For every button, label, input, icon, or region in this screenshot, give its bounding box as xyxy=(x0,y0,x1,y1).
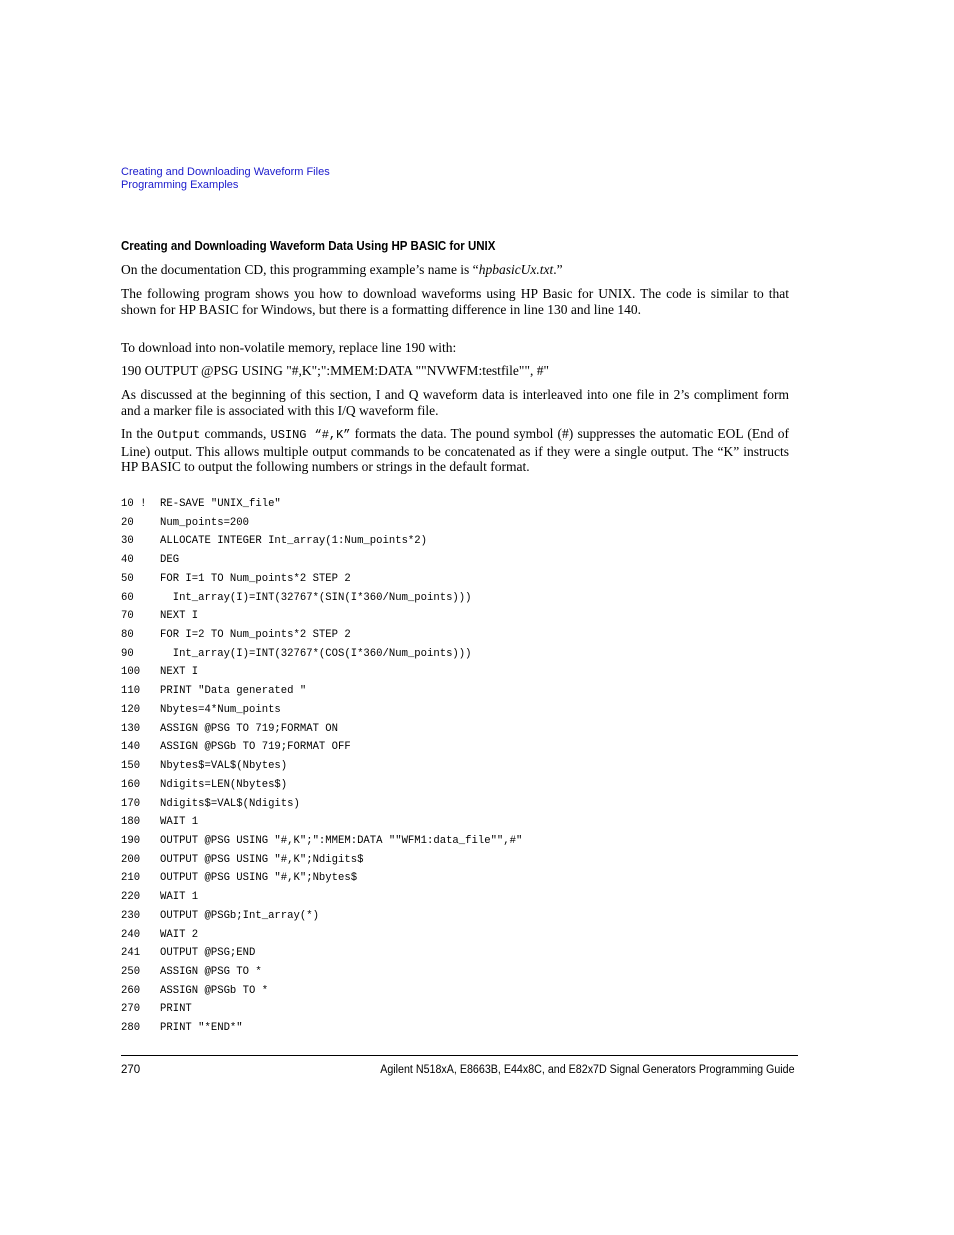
paragraph-text: On the documentation CD, this programming example’s name is “ xyxy=(121,262,479,277)
code-statement: ASSIGN @PSGb TO * xyxy=(160,984,269,997)
paragraph-nonvolatile: To download into non-volatile memory, replace line 190 with: xyxy=(121,340,457,355)
line-number: 80 xyxy=(121,629,134,642)
code-statement: Nbytes=4*Num_points xyxy=(160,703,281,716)
paragraph-text: In the xyxy=(121,426,158,441)
line-number: 230 xyxy=(121,909,141,922)
section-title: Creating and Downloading Waveform Data Using HP BASIC for UNIX xyxy=(121,239,496,253)
line-number: 270 xyxy=(121,1003,141,1016)
code-statement: ALLOCATE INTEGER Int_array(1:Num_points*2) xyxy=(160,535,428,548)
paragraph-interleave: As discussed at the beginning of this section, I and Q waveform data is interleaved into one file in 2’s compliment form and a marker file is associated with this I/Q waveform file. xyxy=(121,387,789,418)
paragraph-using xyxy=(121,426,789,475)
line-number: 170 xyxy=(121,797,141,810)
line-number: 70 xyxy=(121,610,134,623)
code-statement: OUTPUT @PSG;END xyxy=(160,947,256,960)
inline-code: Output xyxy=(157,428,201,442)
paragraph-text: formats the data. The pound symbol (#) suppresses the automatic EOL (End of Line) output. This allows multiple output commands to be concatenated as if they were a single output. The “K” instructs HP BASIC to output the following numbers or strings in the default format. xyxy=(121,426,789,475)
line-number: 60 xyxy=(121,591,134,604)
code-statement: OUTPUT @PSG USING "#,K";":MMEM:DATA ""WFM1:data_file"",#" xyxy=(160,834,523,847)
line-number: 40 xyxy=(121,554,134,567)
line-number: 250 xyxy=(121,965,141,978)
running-header xyxy=(121,166,330,191)
line-number: 110 xyxy=(121,685,141,698)
code-statement: OUTPUT @PSG USING "#,K";Nbytes$ xyxy=(160,872,358,885)
line-number: 180 xyxy=(121,816,141,829)
line-number: 200 xyxy=(121,853,141,866)
code-statement: NEXT I xyxy=(160,666,199,679)
line-number: 20 xyxy=(121,516,134,529)
code-statement: Int_array(I)=INT(32767*(COS(I*360/Num_points))) xyxy=(160,647,472,660)
code-statement: OUTPUT @PSG USING "#,K";Ndigits$ xyxy=(160,853,364,866)
line-number: 120 xyxy=(121,703,141,716)
line-number: 30 xyxy=(121,535,134,548)
code-statement: PRINT "*END*" xyxy=(160,1022,243,1035)
replacement-line: 190 OUTPUT @PSG USING "#,K";":MMEM:DATA ""NVWFM:testfile"", #" xyxy=(121,363,549,378)
code-statement: WAIT 1 xyxy=(160,816,199,829)
line-number: 150 xyxy=(121,760,141,773)
line-number: 50 xyxy=(121,572,134,585)
line-number: 130 xyxy=(121,722,141,735)
paragraph-intro: The following program shows you how to download waveforms using HP Basic for UNIX. The code is similar to that shown for HP BASIC for Windows, but there is a formatting difference in line 130 and line 140. xyxy=(121,286,789,317)
code-statement: Nbytes$=VAL$(Nbytes) xyxy=(160,760,288,773)
code-statement: Int_array(I)=INT(32767*(SIN(I*360/Num_points))) xyxy=(160,591,472,604)
line-number: 10 ! xyxy=(121,498,147,510)
line-number: 260 xyxy=(121,984,141,997)
footer-title: Agilent N518xA, E8663B, E44x8C, and E82x7D Signal Generators Programming Guide xyxy=(380,1064,795,1076)
line-number: 280 xyxy=(121,1022,141,1035)
code-statement: ASSIGN @PSGb TO 719;FORMAT OFF xyxy=(160,741,351,754)
code-statement: Ndigits$=VAL$(Ndigits) xyxy=(160,797,300,810)
line-number: 90 xyxy=(121,647,134,660)
code-statement: PRINT xyxy=(160,1003,192,1016)
code-statement: OUTPUT @PSGb;Int_array(*) xyxy=(160,909,319,922)
line-number: 190 xyxy=(121,834,141,847)
line-number: 100 xyxy=(121,666,141,679)
paragraph-filename xyxy=(121,262,789,278)
code-statement: RE-SAVE "UNIX_file" xyxy=(160,498,281,510)
code-statement: WAIT 2 xyxy=(160,928,199,941)
filename-italic: hpbasicUx.txt xyxy=(478,262,554,277)
code-statement: FOR I=2 TO Num_points*2 STEP 2 xyxy=(160,629,351,642)
line-number: 220 xyxy=(121,891,141,904)
code-statement: DEG xyxy=(160,554,180,567)
paragraph-text: commands, xyxy=(200,426,271,441)
code-statement: ASSIGN @PSG TO * xyxy=(160,965,262,978)
line-number: 140 xyxy=(121,741,141,754)
line-number: 240 xyxy=(121,928,141,941)
header-chapter-link[interactable]: Creating and Downloading Waveform Files xyxy=(121,166,330,178)
code-statement: Ndigits=LEN(Nbytes$) xyxy=(160,778,288,791)
footer-rule xyxy=(121,1055,798,1056)
line-number: 160 xyxy=(121,778,141,791)
code-statement: WAIT 1 xyxy=(160,891,199,904)
code-statement: NEXT I xyxy=(160,610,199,623)
line-number: 241 xyxy=(121,947,141,960)
code-statement: ASSIGN @PSG TO 719;FORMAT ON xyxy=(160,722,339,735)
header-section-link[interactable]: Programming Examples xyxy=(121,178,239,191)
code-statement: PRINT "Data generated " xyxy=(160,685,307,698)
page-number: 270 xyxy=(121,1064,141,1076)
line-number: 210 xyxy=(121,872,141,885)
code-statement: FOR I=1 TO Num_points*2 STEP 2 xyxy=(160,572,351,585)
code-statement: Num_points=200 xyxy=(160,516,250,529)
paragraph-text: .” xyxy=(553,262,563,277)
inline-code: USING “#,K” xyxy=(270,428,351,442)
